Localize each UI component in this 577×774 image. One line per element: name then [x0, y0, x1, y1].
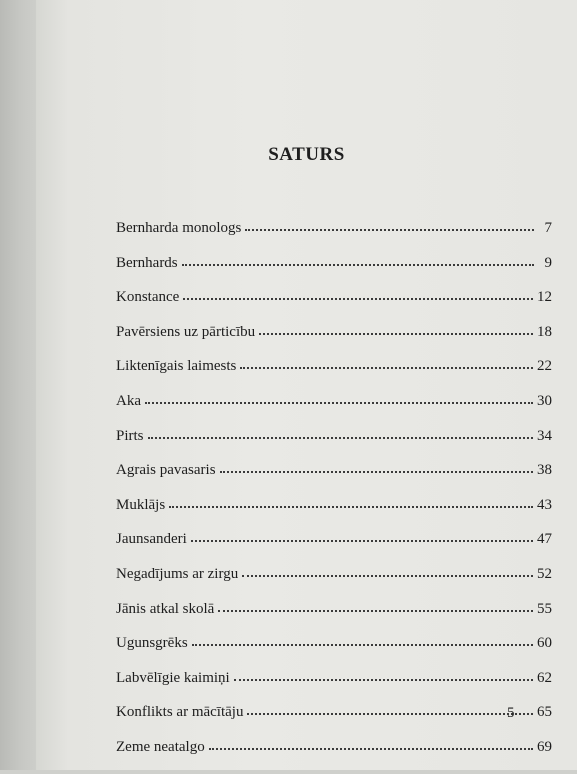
- toc-entry-page: 9: [544, 254, 552, 271]
- toc-entry: [116, 704, 552, 739]
- toc-entry-title: Negadījums ar zirgu: [116, 565, 239, 582]
- toc-entry: [116, 566, 552, 601]
- toc-entry: [116, 393, 552, 428]
- toc-entry: [116, 255, 552, 290]
- toc-entry-title: Jaunsanderi: [116, 531, 187, 548]
- toc-entry-page: 12: [537, 289, 552, 306]
- dot-leader: [240, 367, 533, 369]
- page-title: SATURS: [268, 144, 345, 165]
- toc-entry: [116, 531, 552, 566]
- toc-entry-title: Liktenīgais laimests: [116, 358, 237, 375]
- toc-entry-page: 60: [537, 635, 552, 652]
- toc-entry-page: 65: [537, 704, 552, 721]
- toc-entry-page: 62: [537, 669, 552, 686]
- toc-entry: [116, 220, 552, 255]
- toc-entry: [116, 462, 552, 497]
- toc-entry-page: 43: [537, 496, 552, 513]
- dot-leader: [259, 333, 533, 335]
- toc-entry-page: 55: [537, 600, 552, 617]
- toc-entry: [116, 428, 552, 463]
- toc-entry-title: Bernharda monologs: [116, 220, 242, 236]
- toc-entry-page: 34: [537, 427, 552, 444]
- toc-entry: [116, 289, 552, 324]
- dot-leader: [148, 437, 533, 439]
- dot-leader: [183, 298, 533, 300]
- book-page: [36, 0, 577, 770]
- toc-entry: [116, 670, 552, 705]
- toc-entry-page: 47: [537, 531, 552, 548]
- toc-entry-page: 69: [537, 738, 552, 755]
- toc-entry-page: 18: [537, 323, 552, 340]
- toc-entry-page: 7: [544, 220, 552, 236]
- dot-leader: [191, 540, 533, 542]
- toc-entry-page: 30: [537, 392, 552, 409]
- toc-entry-title: Muklājs: [116, 496, 166, 513]
- toc-entry-title: Jānis atkal skolā: [116, 600, 215, 617]
- dot-leader: [218, 610, 533, 612]
- toc-entry-page: 52: [537, 565, 552, 582]
- book-spine: [0, 0, 36, 770]
- dot-leader: [182, 264, 534, 266]
- toc-entry-page: 38: [537, 462, 552, 479]
- toc-entry-title: Konstance: [116, 289, 180, 306]
- toc-entry: [116, 601, 552, 636]
- toc-entry-title: Bernhards: [116, 254, 178, 271]
- toc-entry-title: Ugunsgrēks: [116, 635, 188, 652]
- dot-leader: [247, 713, 533, 715]
- toc-entry-title: Aka: [116, 392, 141, 409]
- toc-entry-page: 22: [537, 358, 552, 375]
- table-of-contents: [116, 220, 552, 774]
- dot-leader: [145, 402, 533, 404]
- toc-entry: [116, 635, 552, 670]
- dot-leader: [234, 679, 533, 681]
- dot-leader: [220, 471, 533, 473]
- toc-entry-title: Pirts: [116, 427, 144, 444]
- page-number: 5: [507, 705, 515, 721]
- dot-leader: [209, 748, 533, 750]
- dot-leader: [169, 506, 533, 508]
- toc-entry: [116, 497, 552, 532]
- toc-entry-title: Pavērsiens uz pārticību: [116, 323, 256, 340]
- toc-entry-title: Agrais pavasaris: [116, 462, 216, 479]
- toc-entry-title: Zeme neatalgo: [116, 738, 205, 755]
- dot-leader: [242, 575, 533, 577]
- toc-entry: [116, 324, 552, 359]
- dot-leader: [245, 229, 534, 231]
- toc-entry: [116, 358, 552, 393]
- dot-leader: [192, 644, 533, 646]
- toc-entry-title: Konflikts ar mācītāju: [116, 704, 244, 721]
- toc-entry-title: Labvēlīgie kaimiņi: [116, 669, 230, 686]
- toc-entry: [116, 739, 552, 774]
